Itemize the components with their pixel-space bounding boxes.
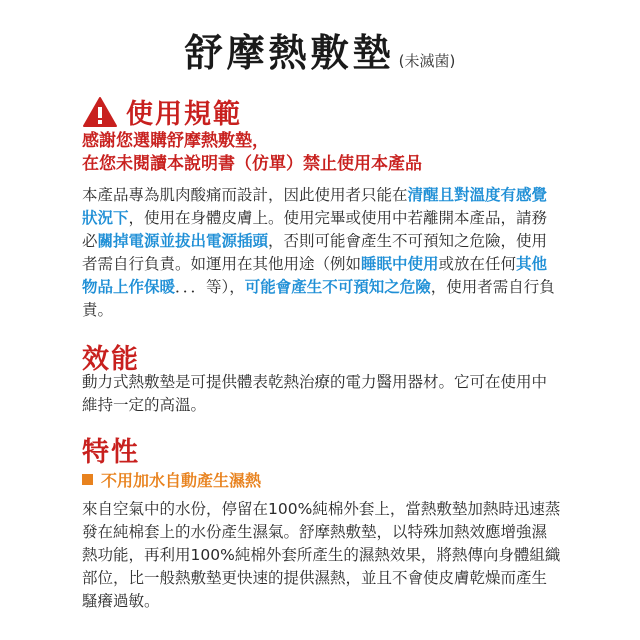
usage-highlight: 關掉電源並拔出電源插頭 <box>97 232 269 250</box>
usage-highlight: 清醒且對溫度有感覺狀況下 <box>82 186 548 227</box>
features-heading: 特性 <box>82 437 140 468</box>
thanks-line-2: 在您未閱讀本說明書（仿單）禁止使用本產品 <box>82 154 422 174</box>
features-subheading: 不用加水自動產生濕熱 <box>101 471 262 490</box>
features-subheading-row <box>82 468 261 491</box>
page-title: 舒摩熱敷墊 <box>184 31 395 75</box>
bullet-square-icon <box>82 474 93 485</box>
usage-text: ，使用在身體皮膚上。使用完畢或使用中若離開本產品，請務必 <box>82 209 548 250</box>
usage-heading: 使用規範 <box>126 99 242 130</box>
usage-paragraph <box>82 184 562 322</box>
usage-highlight: 其他物品上作保暖 <box>82 255 548 296</box>
warning-icon <box>82 96 118 128</box>
usage-text: ，否則可能會產生不可預知之危險，使用者需自行負責。如運用在其他用途（例如 <box>82 232 548 273</box>
efficacy-heading: 效能 <box>82 344 140 375</box>
efficacy-paragraph: 動力式熱敷墊是可提供體表乾熱治療的電力醫用器材。它可在使用中維持一定的高溫。 <box>82 373 548 414</box>
usage-heading-row <box>82 92 242 131</box>
usage-text: 或放在任何 <box>438 255 517 273</box>
usage-text: 本產品專為肌肉酸痛而設計，因此使用者只能在 <box>82 186 408 204</box>
thanks-notice <box>82 130 422 176</box>
usage-highlight: 可能會產生不可預知之危險 <box>244 278 431 296</box>
usage-highlight: 睡眠中使用 <box>361 255 439 273</box>
page-subtitle: (未滅菌) <box>398 52 456 70</box>
title-row <box>0 22 640 77</box>
usage-text: ，使用者需自行負責。 <box>82 278 555 319</box>
features-paragraph: 來自空氣中的水份，停留在100%純棉外套上，當熱敷墊加熱時迅速蒸發在純棉套上的水份產生濕氣。舒摩熱敷墊，以特殊加熱效應增強濕熱功能，再利用100%純棉外套所產生的濕熱效果，將熱傳向身體組織部位，比一般熱敷墊更快速的提供濕熱，並且不會使皮膚乾燥而產生騷癢過敏。 <box>82 500 561 610</box>
thanks-line-1: 感謝您選購舒摩熱敷墊， <box>82 131 269 151</box>
usage-text: ．．．等）， <box>175 278 245 296</box>
